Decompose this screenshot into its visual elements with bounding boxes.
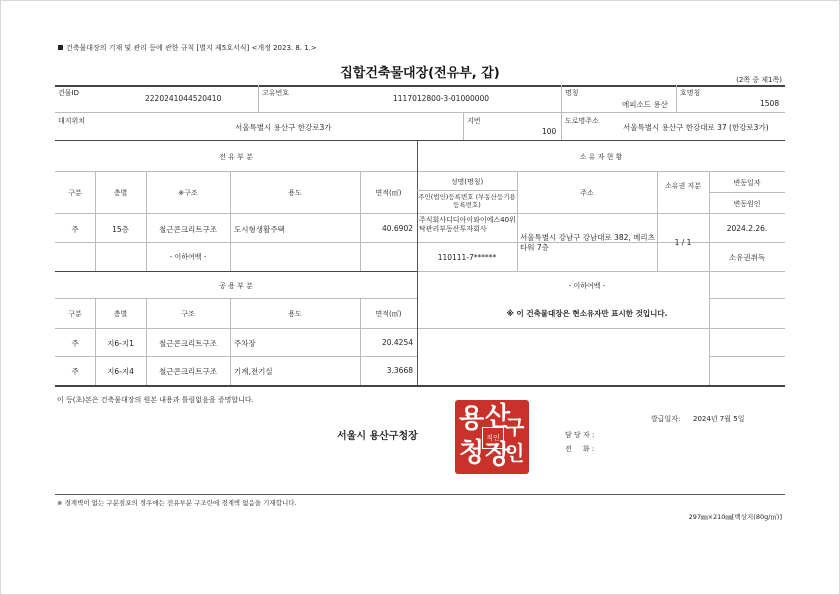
certify-text: 이 등(초)본은 건축물대장의 원본 내용과 틀림없음을 증명합니다. (57, 396, 254, 404)
row-line (55, 298, 417, 299)
site-value: 서울특별시 용산구 한강로3가 (235, 123, 332, 132)
common-row-floor: 지6-지4 (107, 367, 134, 376)
col-line (517, 171, 518, 271)
owner-name-value: 주식회사디디아이와이에스40위탁관리부동산투자회사 (419, 216, 516, 233)
row-line (55, 171, 785, 172)
exclusive-header-structure: ※구조 (178, 189, 198, 197)
row-line (709, 298, 785, 299)
owner-end-note: - 이하여백 - (568, 282, 606, 290)
table-bottom-border (55, 385, 785, 387)
unique-no-value: 1117012800-3-01000000 (393, 94, 490, 103)
col-line (230, 171, 231, 271)
exclusive-section-title: 전 유 부 분 (219, 153, 253, 161)
footer-divider (55, 494, 785, 495)
exclusive-header-area: 면적(㎡) (375, 189, 402, 197)
owner-section-title: 소 유 자 현 황 (579, 153, 623, 161)
exclusive-header-floor: 층별 (113, 189, 128, 197)
exclusive-header-use: 용도 (288, 189, 302, 197)
regulation-text: 건축물대장의 기재 및 관리 등에 관한 규칙 [별지 제5호서식] <개정 2023. 8. 1.> (58, 43, 317, 53)
col-line (561, 85, 562, 140)
exclusive-row-structure: 철근콘크리트구조 (159, 225, 217, 234)
lot-label: 지번 (467, 117, 481, 125)
owner-address-value: 서울특별시 강남구 강남대로 382, 메리츠타워 7층 (520, 233, 655, 252)
common-row-area: 20.4254 (381, 338, 413, 347)
col-line (360, 171, 361, 271)
owner-change-date: 2024.2.26. (726, 224, 768, 233)
row-line (55, 356, 417, 357)
officer-label: 담 당 자 : (565, 431, 595, 439)
building-id-label: 건물ID (58, 89, 79, 97)
col-line (463, 112, 464, 140)
road-value: 서울특별시 용산구 한강대로 37 (한강로3가) (623, 123, 769, 132)
unique-no-label: 고유번호 (262, 89, 290, 97)
seal-char: 청 (459, 438, 485, 468)
owner-address-header: 주소 (580, 189, 594, 197)
exclusive-row-floor: 15층 (112, 225, 129, 234)
phone-label: 전 화 : (565, 445, 595, 453)
seal-char: 산 (485, 402, 511, 432)
common-header-kind: 구분 (68, 310, 82, 318)
common-row-structure: 철근콘크리트구조 (159, 367, 217, 376)
col-line (258, 85, 259, 112)
row-line (417, 190, 517, 191)
row-line (709, 192, 785, 193)
owner-name-header: 성명(명칭) (450, 178, 484, 186)
issue-date: 2024년 7월 5일 (693, 415, 745, 423)
exclusive-row-use: 도시형생활주택 (234, 225, 285, 234)
unit-name-label: 호명칭 (680, 89, 701, 97)
page-info: (2쪽 중 제1쪽) (736, 76, 782, 84)
col-line (676, 85, 677, 112)
common-row-structure: 철근콘크리트구조 (159, 339, 217, 348)
exclusive-row-kind: 주 (71, 225, 79, 234)
common-header-use: 용도 (288, 310, 302, 318)
owner-id-header: 주민(법인)등록번호 (부동산등기용등록번호) (418, 193, 516, 209)
row-line (417, 328, 785, 329)
seal-char: 용 (459, 404, 485, 434)
issue-date-label: 발급일자: (651, 415, 681, 423)
name-value: 에피소드 용산 (622, 100, 668, 109)
common-header-structure: 구조 (181, 310, 195, 318)
seal-center: 직인 (482, 427, 504, 449)
row-line (55, 140, 785, 141)
common-row-use: 주차장 (234, 339, 256, 348)
common-row-floor: 지6-지1 (107, 339, 134, 348)
issuer-name: 서울시 용산구청장 (337, 431, 418, 442)
document-title: 집합건축물대장(전유부, 갑) (340, 66, 500, 81)
row-line (55, 271, 417, 272)
owner-share-value: 1 / 1 (674, 238, 692, 247)
owner-share-header: 소유권 지분 (664, 182, 702, 190)
common-header-area: 면적(㎡) (375, 310, 402, 318)
col-line (95, 171, 96, 271)
row-line (417, 271, 785, 272)
exclusive-row-area: 40.6902 (381, 224, 413, 233)
unit-name-value: 1508 (760, 99, 780, 108)
paper-spec: 297㎜×210㎜[백상지(80g/㎡)] (688, 513, 782, 521)
official-seal (455, 400, 529, 474)
owner-change-date-header: 변동일자 (733, 179, 761, 187)
building-id-value: 2220241044520410 (145, 94, 222, 103)
row-line (55, 112, 785, 113)
road-label: 도로명주소 (565, 117, 599, 125)
common-header-floor: 층별 (113, 310, 128, 318)
common-row-kind: 주 (71, 339, 79, 348)
row-line (55, 213, 785, 214)
seal-char: 구 (505, 415, 525, 439)
owner-change-cause: 소유권취득 (728, 253, 766, 262)
owner-change-cause-header: 변동원인 (733, 200, 761, 208)
site-label: 대지위치 (58, 117, 86, 125)
common-section-title: 공 용 부 분 (219, 282, 253, 290)
footer-note: ※ 경계벽이 없는 구분점포의 경우에는 전유부분 구조란에 경계벽 없음을 기재합니다. (57, 499, 297, 507)
row-line (709, 356, 785, 357)
common-row-kind: 주 (71, 367, 79, 376)
exclusive-end-note: - 이하여백 - (169, 253, 207, 261)
row-line (55, 328, 417, 329)
name-label: 명칭 (565, 89, 579, 97)
owner-reg-no: 110111-7****** (437, 253, 497, 262)
lot-value: 100 (542, 127, 557, 136)
common-row-area: 3.3668 (386, 366, 413, 375)
exclusive-header-kind: 구분 (68, 189, 82, 197)
seal-char: 장 (485, 440, 511, 470)
owner-notice: ※ 이 건축물대장은 현소유자만 표시한 것입니다. (506, 309, 668, 318)
common-row-use: 기계,전기실 (234, 367, 273, 376)
seal-char: 인 (505, 441, 525, 465)
